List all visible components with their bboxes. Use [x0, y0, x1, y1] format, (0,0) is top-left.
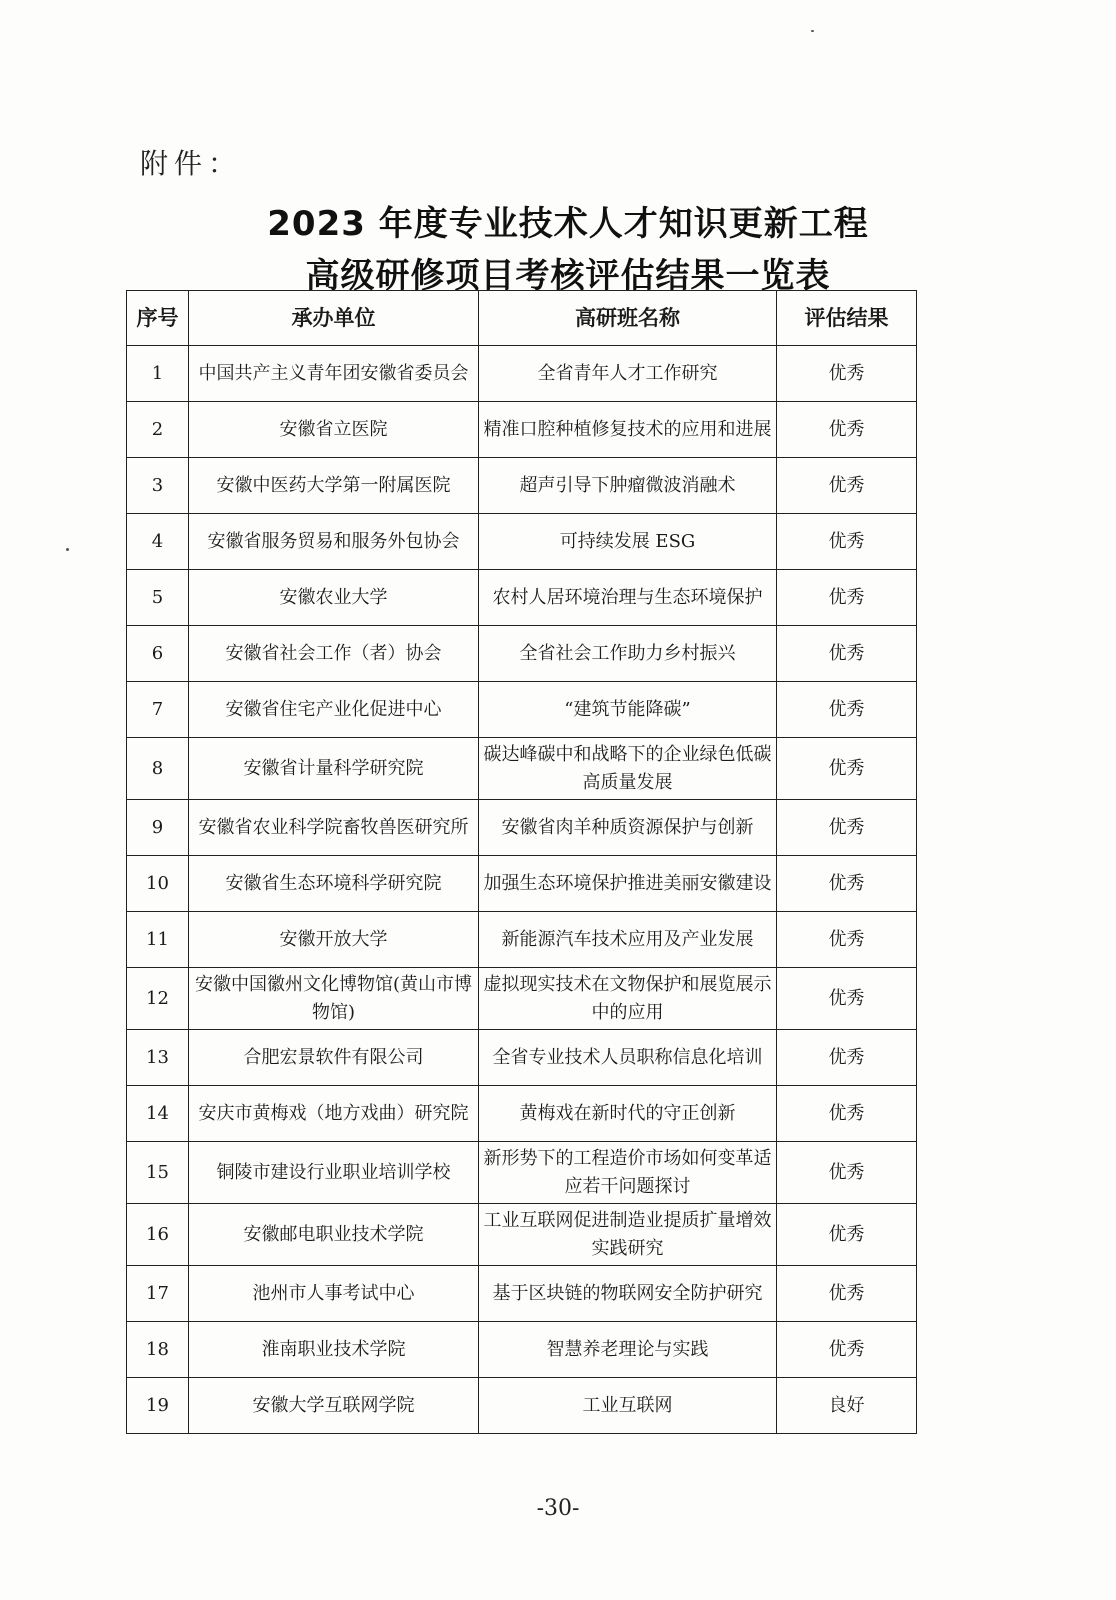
row-unit: 合肥宏景软件有限公司	[189, 1030, 479, 1086]
row-result: 优秀	[777, 738, 917, 800]
row-unit: 安徽省农业科学院畜牧兽医研究所	[189, 800, 479, 856]
row-result: 良好	[777, 1378, 917, 1434]
table-row	[127, 800, 917, 856]
row-result: 优秀	[777, 1086, 917, 1142]
row-unit: 安徽开放大学	[189, 912, 479, 968]
row-index: 17	[127, 1266, 189, 1322]
row-result: 优秀	[777, 346, 917, 402]
row-unit: 安徽省服务贸易和服务外包协会	[189, 514, 479, 570]
table-row	[127, 1030, 917, 1086]
row-result: 优秀	[777, 912, 917, 968]
row-result: 优秀	[777, 1142, 917, 1204]
table-row	[127, 626, 917, 682]
row-result: 优秀	[777, 570, 917, 626]
row-index: 10	[127, 856, 189, 912]
row-result: 优秀	[777, 1204, 917, 1266]
row-unit: 安庆市黄梅戏（地方戏曲）研究院	[189, 1086, 479, 1142]
table-row	[127, 912, 917, 968]
row-index: 12	[127, 968, 189, 1030]
table-row	[127, 1378, 917, 1434]
row-course-name: 智慧养老理论与实践	[479, 1322, 777, 1378]
row-result: 优秀	[777, 968, 917, 1030]
row-index: 18	[127, 1322, 189, 1378]
row-unit: 安徽中医药大学第一附属医院	[189, 458, 479, 514]
attachment-label: 附件：	[140, 147, 243, 180]
table-header-row	[127, 291, 917, 346]
row-unit: 安徽省生态环境科学研究院	[189, 856, 479, 912]
row-index: 14	[127, 1086, 189, 1142]
row-index: 9	[127, 800, 189, 856]
row-unit: 安徽省社会工作（者）协会	[189, 626, 479, 682]
table-row	[127, 1266, 917, 1322]
table-row	[127, 1204, 917, 1266]
row-index: 5	[127, 570, 189, 626]
row-course-name: 新能源汽车技术应用及产业发展	[479, 912, 777, 968]
row-index: 7	[127, 682, 189, 738]
header-unit: 承办单位	[189, 291, 479, 346]
scan-speck	[811, 30, 814, 32]
row-result: 优秀	[777, 514, 917, 570]
row-index: 6	[127, 626, 189, 682]
header-course-name: 高研班名称	[479, 291, 777, 346]
row-index: 16	[127, 1204, 189, 1266]
row-course-name: 农村人居环境治理与生态环境保护	[479, 570, 777, 626]
row-index: 4	[127, 514, 189, 570]
header-index: 序号	[127, 291, 189, 346]
row-course-name: 加强生态环境保护推进美丽安徽建设	[479, 856, 777, 912]
row-unit: 淮南职业技术学院	[189, 1322, 479, 1378]
row-index: 15	[127, 1142, 189, 1204]
row-result: 优秀	[777, 1322, 917, 1378]
row-unit: 安徽农业大学	[189, 570, 479, 626]
row-course-name: 全省专业技术人员职称信息化培训	[479, 1030, 777, 1086]
row-course-name: 基于区块链的物联网安全防护研究	[479, 1266, 777, 1322]
row-unit: 安徽省计量科学研究院	[189, 738, 479, 800]
row-course-name: “建筑节能降碳”	[479, 682, 777, 738]
table-row	[127, 514, 917, 570]
table-row	[127, 570, 917, 626]
table-row	[127, 1086, 917, 1142]
row-index: 1	[127, 346, 189, 402]
row-result: 优秀	[777, 1030, 917, 1086]
row-unit: 安徽中国徽州文化博物馆(黄山市博物馆)	[189, 968, 479, 1030]
row-course-name: 精准口腔种植修复技术的应用和进展	[479, 402, 777, 458]
row-result: 优秀	[777, 626, 917, 682]
table-row	[127, 346, 917, 402]
row-course-name: 虚拟现实技术在文物保护和展览展示中的应用	[479, 968, 777, 1030]
table-row	[127, 682, 917, 738]
row-course-name: 安徽省肉羊种质资源保护与创新	[479, 800, 777, 856]
row-unit: 安徽大学互联网学院	[189, 1378, 479, 1434]
row-index: 13	[127, 1030, 189, 1086]
row-unit: 安徽邮电职业技术学院	[189, 1204, 479, 1266]
row-course-name: 黄梅戏在新时代的守正创新	[479, 1086, 777, 1142]
row-course-name: 工业互联网	[479, 1378, 777, 1434]
row-course-name: 全省青年人才工作研究	[479, 346, 777, 402]
row-index: 2	[127, 402, 189, 458]
row-unit: 安徽省立医院	[189, 402, 479, 458]
title-line-1: 2023 年度专业技术人才知识更新工程	[267, 204, 869, 244]
row-index: 8	[127, 738, 189, 800]
row-unit: 铜陵市建设行业职业培训学校	[189, 1142, 479, 1204]
row-course-name: 新形势下的工程造价市场如何变革适应若干问题探讨	[479, 1142, 777, 1204]
row-result: 优秀	[777, 402, 917, 458]
scan-speck	[66, 548, 69, 551]
results-table	[126, 290, 917, 1434]
table-row	[127, 458, 917, 514]
row-result: 优秀	[777, 682, 917, 738]
table-row	[127, 1322, 917, 1378]
table-row	[127, 856, 917, 912]
row-index: 11	[127, 912, 189, 968]
row-result: 优秀	[777, 856, 917, 912]
row-unit: 池州市人事考试中心	[189, 1266, 479, 1322]
table-row	[127, 1142, 917, 1204]
row-unit: 安徽省住宅产业化促进中心	[189, 682, 479, 738]
row-result: 优秀	[777, 800, 917, 856]
page-number: -30-	[536, 1496, 580, 1521]
title-line-2: 高级研修项目考核评估结果一览表	[305, 256, 831, 296]
row-result: 优秀	[777, 1266, 917, 1322]
table-row	[127, 738, 917, 800]
row-course-name: 碳达峰碳中和战略下的企业绿色低碳高质量发展	[479, 738, 777, 800]
row-unit: 中国共产主义青年团安徽省委员会	[189, 346, 479, 402]
header-result: 评估结果	[777, 291, 917, 346]
row-course-name: 超声引导下肿瘤微波消融术	[479, 458, 777, 514]
row-index: 19	[127, 1378, 189, 1434]
row-course-name: 全省社会工作助力乡村振兴	[479, 626, 777, 682]
table-row	[127, 968, 917, 1030]
row-course-name: 工业互联网促进制造业提质扩量增效实践研究	[479, 1204, 777, 1266]
row-result: 优秀	[777, 458, 917, 514]
table-row	[127, 402, 917, 458]
row-course-name: 可持续发展 ESG	[479, 514, 777, 570]
row-index: 3	[127, 458, 189, 514]
